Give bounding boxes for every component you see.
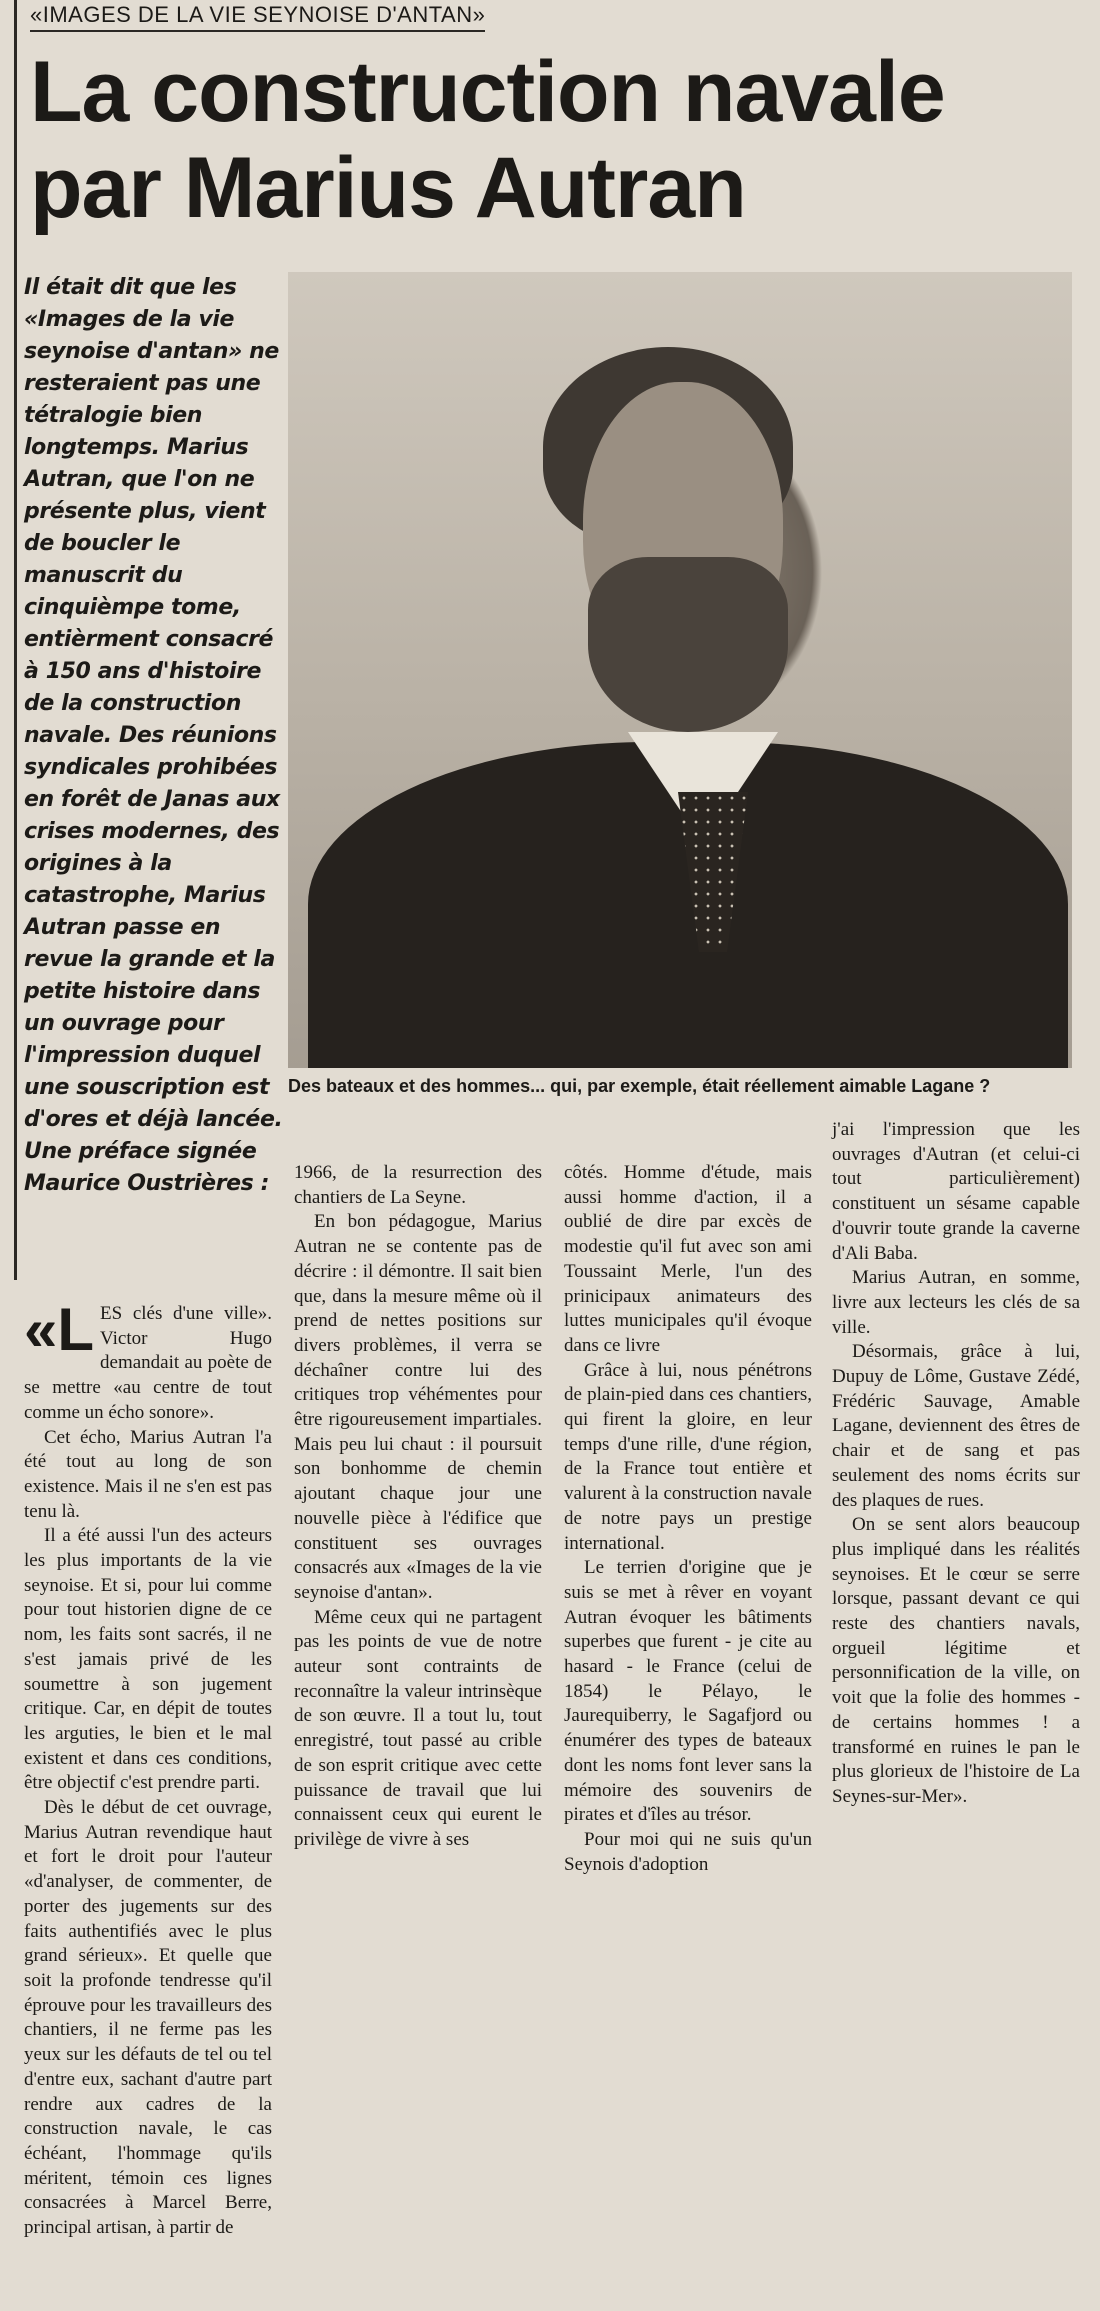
article-paragraph: Le terrien d'origine que je suis se met à rêver en voyant Autran évoquer les bâtiments superbes que furent - je cite au hasard - le France (celui de 1854) le Pélayo, le Jaurequiberry, le Sagafjord ou énumérer des types de bateaux dont les noms font lever sans la mémoire des souvenirs de pirates et d'îles au trésor.: [564, 1557, 812, 1826]
section-rubric: «IMAGES DE LA VIE SEYNOISE D'ANTAN»: [30, 2, 485, 32]
headline-line-2: par Marius Autran: [30, 140, 746, 236]
article-paragraph: Dès le début de cet ouvrage, Marius Autran revendique haut et fort le droit pour l'auteur «d'analyser, de commenter, de porter des jugements sur des faits authentifiés avec le plus grand sérieux». Et quelle que soit la profonde tendresse qu'il éprouve pour les travailleurs des chantiers, il ne ferme pas les yeux sur les défauts de tel ou tel d'entre eux, sachant d'autre part rendre aux cadres de la construction navale, le cas échéant, l'hommage qu'ils méritent, témoin ces lignes consacrées à Marcel Berre, principal artisan, à partir de: [24, 1797, 272, 2239]
article-column-3: [564, 1161, 812, 1877]
headline-line-1: La construction navale: [30, 44, 945, 140]
article-paragraph: En bon pédagogue, Marius Autran ne se contente pas de décrire : il démontre. Il sait bien que, dans la mesure même où il prend de nettes positions sur divers problèmes, il verra se déchaîner contre lui des critiques trop véhémentes pour être rigoureusement impartiales. Mais peu lui chaut : il poursuit son bonhomme de chemin ajoutant chaque jour une nouvelle pièce à l'édifice que constituent ses ouvrages consacrés aux «Images de la vie seynoise d'antan».: [294, 1211, 542, 1603]
article-paragraph: côtés. Homme d'étude, mais aussi homme d'action, il a oublié de dire par excès de modestie qu'il fut avec son ami Toussaint Merle, l'un des prinicipaux animateurs des luttes municipales qu'il évoque dans ce livre: [564, 1162, 812, 1356]
article-paragraph: Pour moi qui ne suis qu'un Seynois d'adoption: [564, 1828, 812, 1875]
photo-caption: Des bateaux et des hommes... qui, par exemple, était réellement aimable Lagane ?: [288, 1076, 991, 1096]
article-column-1: [24, 1296, 272, 2241]
article-paragraph: «LES clés d'une ville». Victor Hugo demandait au poète de se mettre «au centre de tout comme un écho sonore».: [24, 1296, 272, 1423]
article-paragraph: Grâce à lui, nous pénétrons de plain-pied dans ces chantiers, qui firent la gloire, en leur temps d'une rille, d'une région, de la France tout entière et valurent à la construction navale de notre pays un prestige international.: [564, 1359, 812, 1554]
left-column-rule: [14, 0, 17, 1280]
drop-cap: «L: [24, 1296, 95, 1363]
article-paragraph: On se sent alors beaucoup plus impliqué dans les réalités seynoises. Et le cœur se serre lorsque, passant devant ce qui reste des chantiers navals, orgueil légitime et personnification de la ville, on voit que la folie des hommes - de certains hommes ! a transformé en ruines le pan le plus glorieux de l'histoire de La Seynes-sur-Mer».: [832, 1514, 1080, 1807]
article-paragraph: 1966, de la resurrection des chantiers de La Seyne.: [294, 1162, 542, 1208]
article-paragraph: Il a été aussi l'un des acteurs les plus importants de la vie seynoise. Et si, pour lui comme pour tout historien digne de ce nom, les faits sont sacrés, il ne s'est jamais privé de les soumettre à son jugement critique. Car, en dépit de toutes les arguties, le bien et le mal existent et dans ces conditions, être objectif c'est prendre parti.: [24, 1525, 272, 1794]
article-column-4: [832, 1118, 1080, 1810]
article-paragraph: Même ceux qui ne partagent pas les points de vue de notre auteur sont contraints de reconnaître la valeur intrinsèque de son œuvre. Il a tout lu, tout enregistré, tout passé au crible de son esprit critique avec cette puissance de travail que lui connaissent ceux qui eurent le privilège de vivre à ses: [294, 1606, 542, 1850]
portrait-photo: [288, 272, 1072, 1068]
article-paragraph: Marius Autran, en somme, livre aux lecteurs les clés de sa ville.: [832, 1267, 1080, 1338]
portrait-beard: [588, 557, 788, 732]
standfirst: Il était dit que les «Images de la vie seynoise d'antan» ne resteraient pas une tétralogie bien longtemps. Marius Autran, que l'on ne présente plus, vient de boucler le manuscrit du cinquièmpe tome, entièrment consacré à 150 ans d'histoire de la construction navale. Des réunions syndicales prohibées en forêt de Janas aux crises modernes, des origines à la catastrophe, Marius Autran passe en revue la grande et la petite histoire dans un ouvrage pour l'impression duquel une souscription est d'ores et déjà lancée. Une préface signée Maurice Oustrières :: [24, 275, 283, 1196]
article-column-2: [294, 1161, 542, 1853]
headline: [30, 44, 1080, 236]
article-paragraph: Cet écho, Marius Autran l'a été tout au long de son existence. Mais il ne s'en est pas tenu là.: [24, 1426, 272, 1522]
article-paragraph: j'ai l'impression que les ouvrages d'Autran (et celui-ci tout particulièrement) constituent un sésame capable d'ouvrir toute grande la caverne d'Ali Baba.: [832, 1119, 1080, 1264]
article-paragraph: Désormais, grâce à lui, Dupuy de Lôme, Gustave Zédé, Frédéric Sauvage, Amable Lagane, deviennent des êtres de chair et de sang et pas seulement des noms écrits sur des plaques de rues.: [832, 1341, 1080, 1511]
